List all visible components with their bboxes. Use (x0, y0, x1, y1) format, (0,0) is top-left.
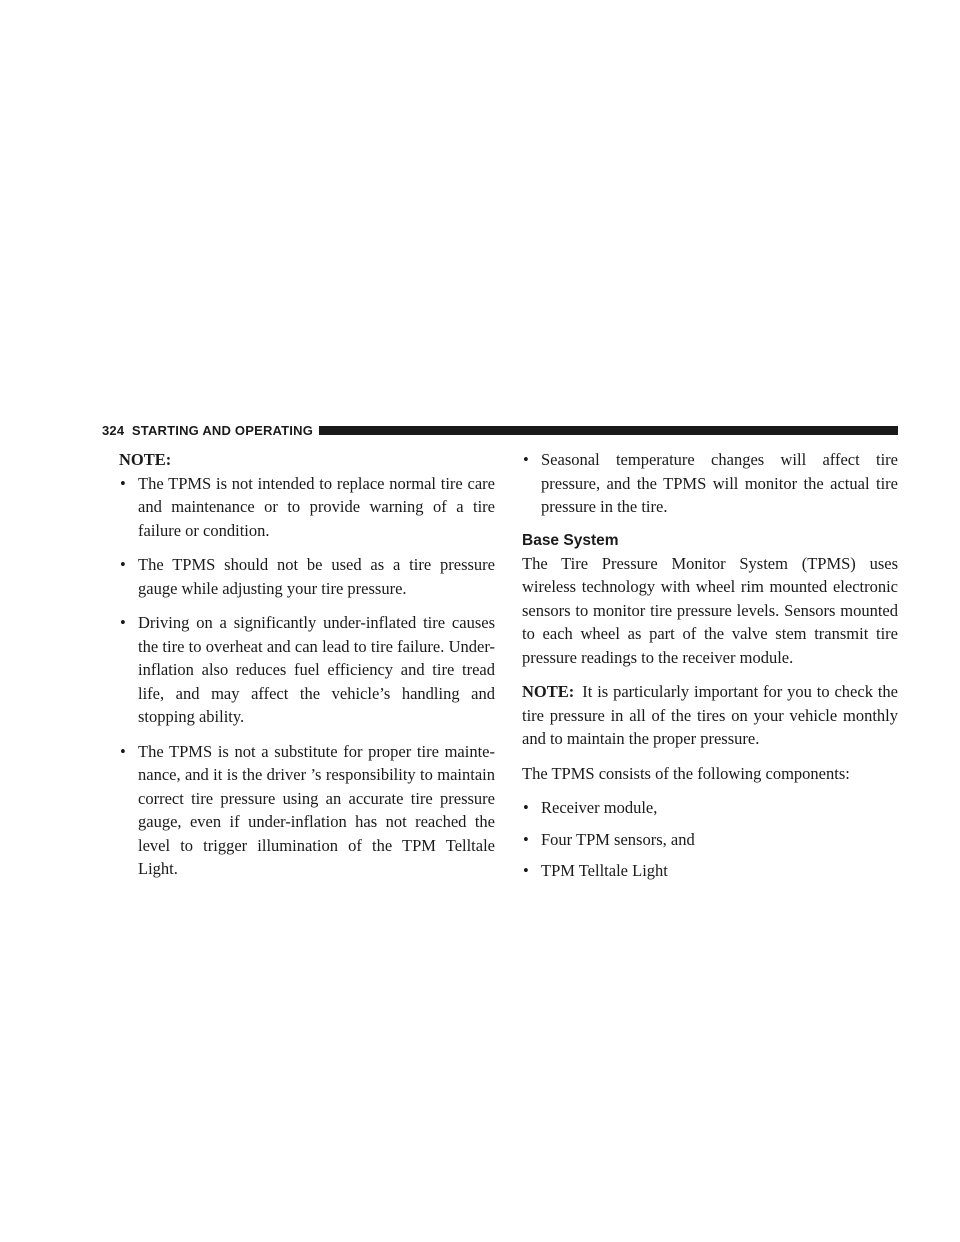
section-heading: Base System (522, 531, 619, 549)
header-rule (319, 426, 898, 435)
list-item (522, 859, 898, 883)
section-title: STARTING AND OPERATING (131, 422, 314, 438)
list-item (522, 448, 898, 519)
bullet-icon: • (523, 861, 529, 880)
bullet-icon: • (523, 450, 529, 469)
list-item (119, 472, 495, 543)
note-heading: NOTE: (119, 450, 172, 469)
component-text: Receiver module, (541, 798, 658, 817)
list-item (522, 828, 898, 852)
bullet-icon: • (120, 613, 126, 632)
bullet-icon: • (120, 473, 126, 493)
bullet-text: The TPMS is not intended to replace normal tire care and maintenance or to provide warning of a tire failure or condition. (138, 473, 495, 540)
note-paragraph (522, 680, 898, 751)
page-number: 324 (102, 422, 125, 438)
component-text: Four TPM sensors, and (541, 829, 695, 849)
bullet-icon: • (120, 555, 126, 574)
seasonal-bullet-list (522, 448, 898, 519)
note-bullet-list (119, 472, 495, 881)
bullet-icon: • (523, 829, 529, 849)
list-item (119, 740, 495, 881)
list-item (522, 796, 898, 820)
right-column (522, 448, 898, 891)
list-item (119, 611, 495, 729)
component-text: TPM Telltale Light (541, 861, 668, 880)
bullet-text: The TPMS should not be used as a tire pressure gauge while adjusting your tire pressure. (138, 555, 495, 598)
bullet-icon: • (523, 798, 529, 817)
note-text: It is particularly important for you to check the tire pressure in all of the tires on your vehicle monthly and to maintain the proper pressure. (522, 682, 898, 748)
components-intro: The TPMS consists of the following components: (522, 763, 850, 783)
header-text (102, 423, 313, 438)
base-system-paragraph: The Tire Pressure Monitor System (TPMS) uses wireless technology with wheel rim mounted electronic sensors to monitor tire pressure levels. Sensors mounted to each wheel as part of the valve stem transmit tire pressure readings to the receiver module. (522, 553, 898, 667)
note-label: NOTE: (522, 682, 575, 701)
bullet-text: The TPMS is not a substitute for proper tire mainte-nance, and it is the driver ’s responsibility to maintain correct tire pressure using an accurate tire pressure gauge, even if under-inflation has not reached the level to trigger illumination of the TPM Telltale Light. (138, 741, 495, 878)
components-list (522, 796, 898, 883)
left-column (119, 448, 495, 892)
list-item (119, 553, 495, 600)
page-header (102, 421, 898, 439)
bullet-text: Driving on a significantly under-inflated tire causes the tire to overheat and can lead to tire failure. Under-inflation also reduces fuel efficiency and tire tread life, and may affect the vehicle’s handling and stopping ability. (138, 613, 495, 726)
bullet-icon: • (120, 741, 126, 761)
bullet-text: Seasonal temperature changes will affect tire pressure, and the TPMS will monitor the actual tire pressure in the tire. (541, 450, 898, 516)
